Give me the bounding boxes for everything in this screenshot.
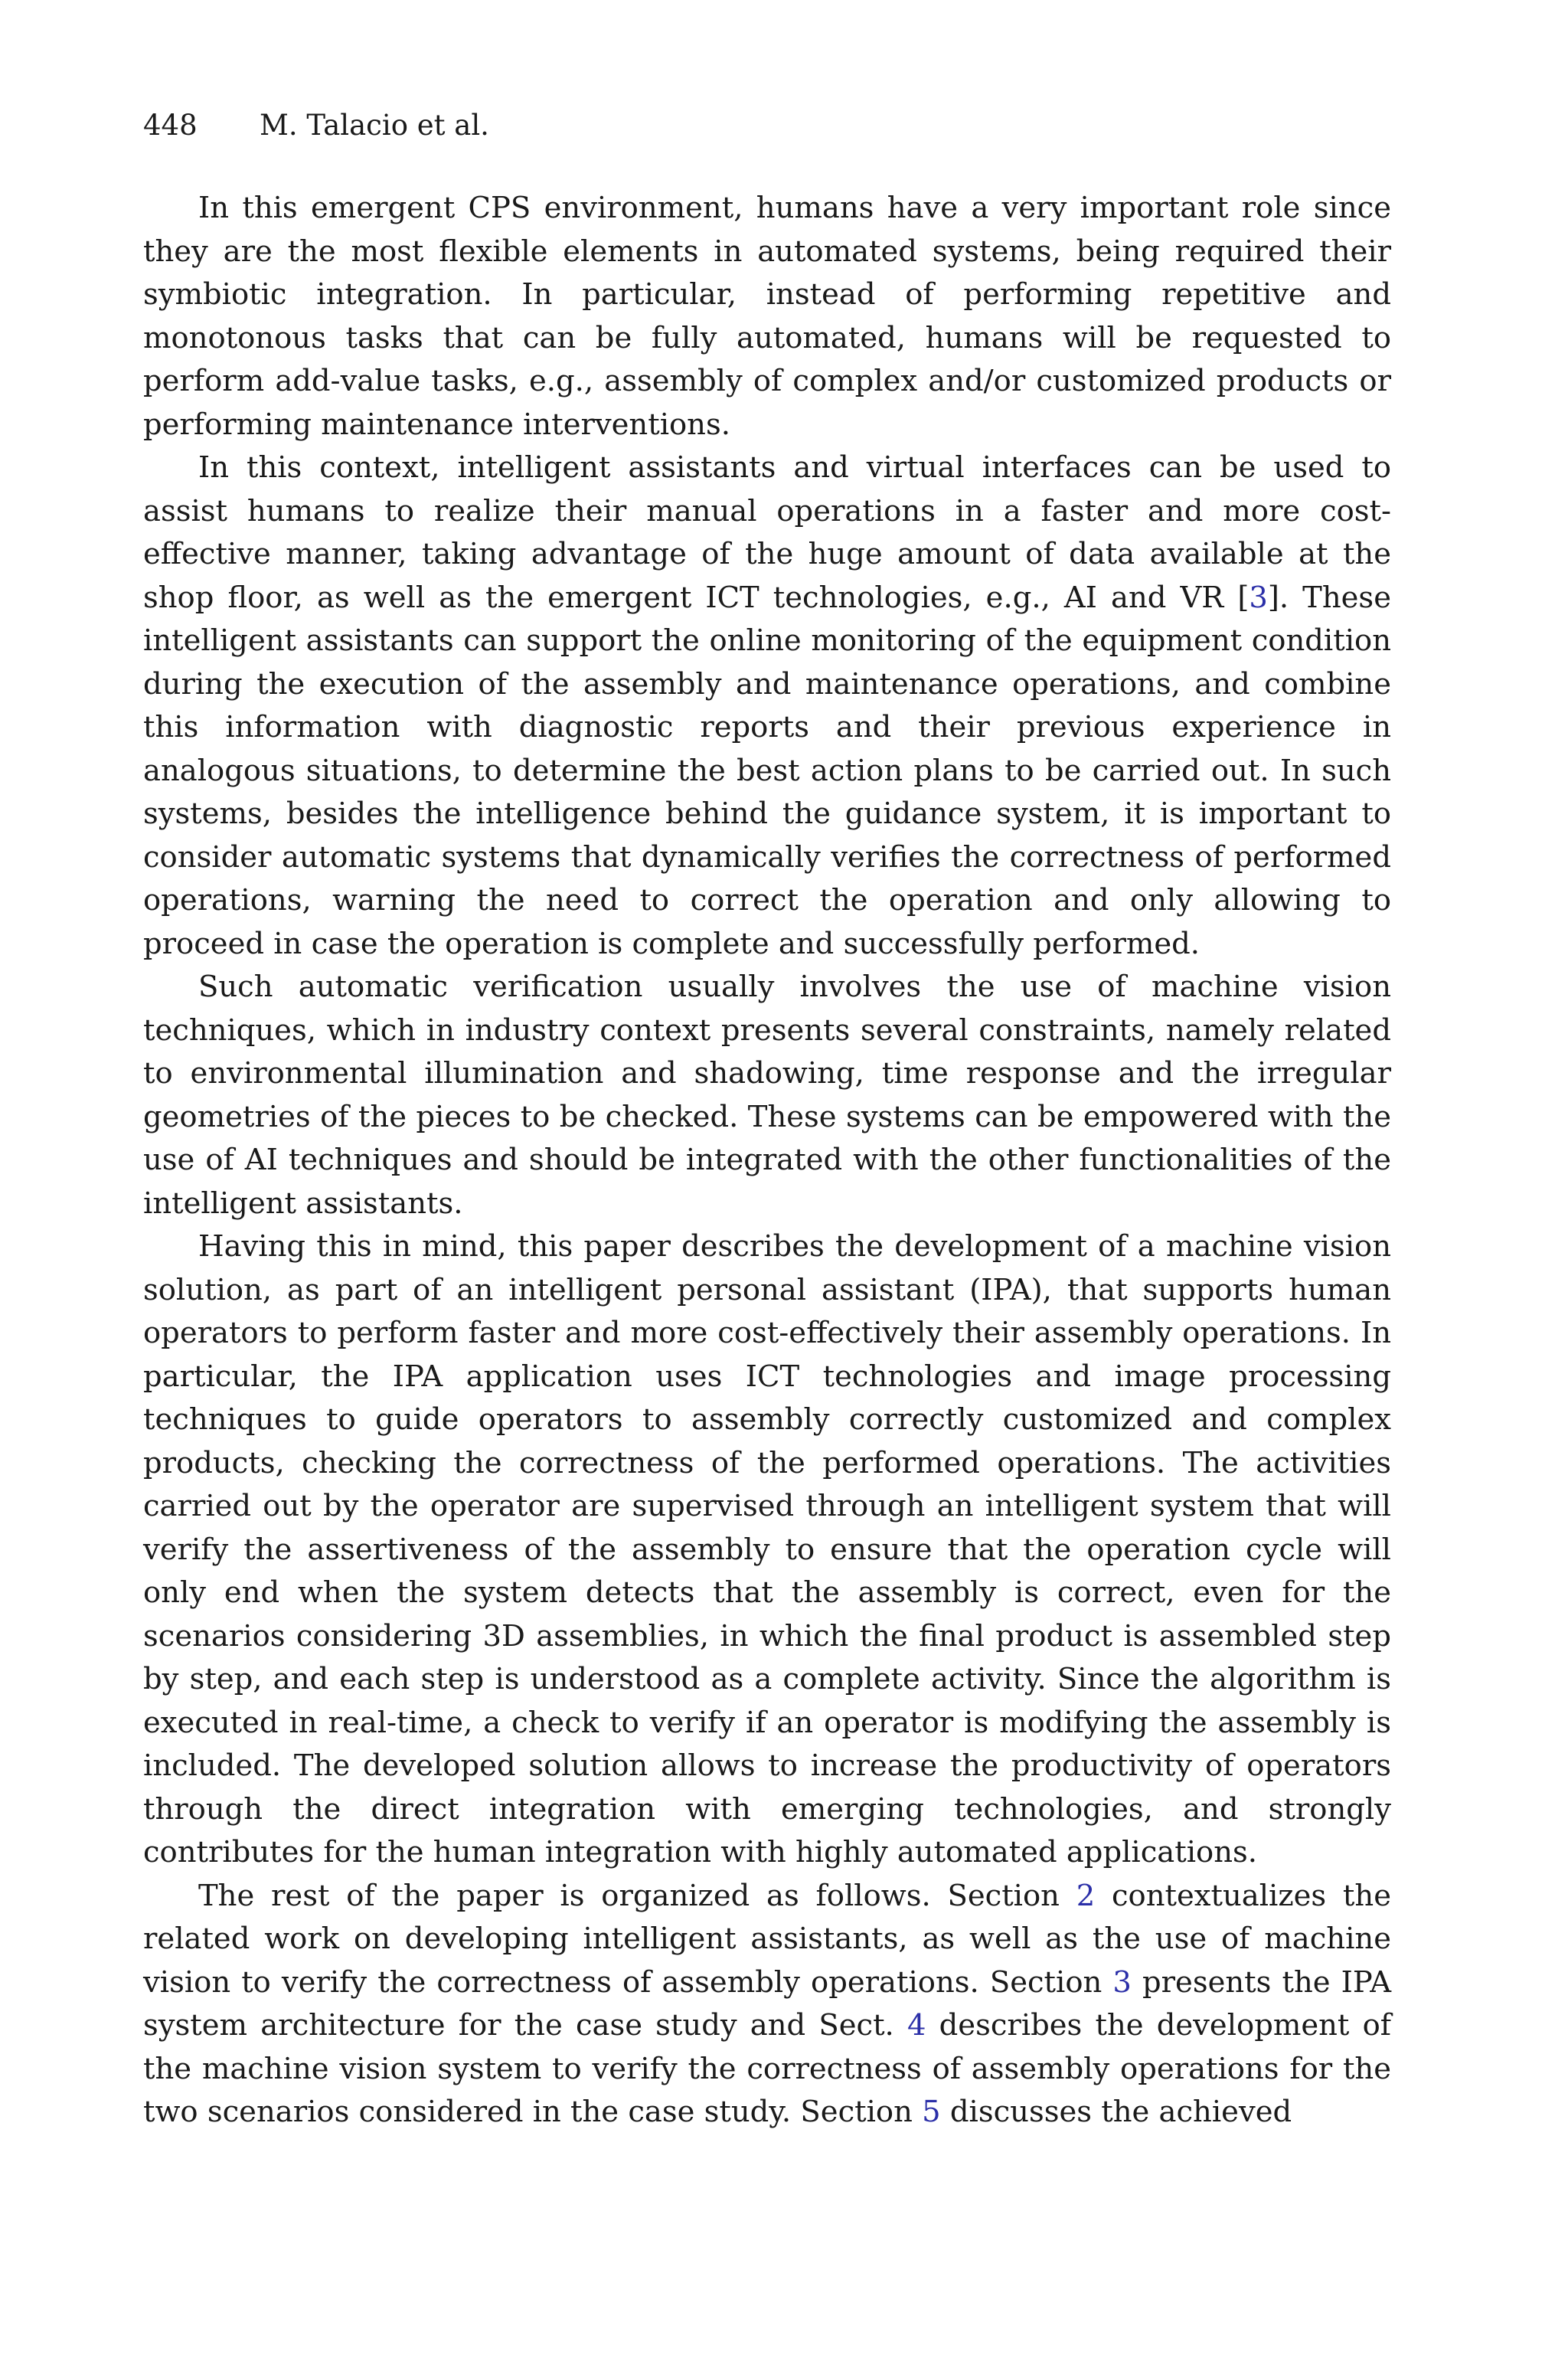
paragraph-2 — [143, 446, 1391, 966]
running-authors: M. Talacio et al. — [260, 109, 489, 142]
section-link-2[interactable]: 2 — [1076, 1878, 1096, 1913]
page-number: 448 — [143, 109, 198, 142]
paragraph-5-text-5: discusses the achieved — [940, 2095, 1292, 2129]
paragraph-2-text-b: ]. These intelligent assistants can support the online monitoring of the equipment condition during the execution of the assembly and maintenance operations, and combine this information with diagnostic reports and their previous experience in analogous situations, to determine the best action plans to be carried out. In such systems, besides the intelligence behind the guidance system, it is important to consider automatic systems that dynamically verifies the correctness of performed operations, warning the need to correct the operation and only allowing to proceed in case the operation is complete and successfully performed. — [143, 580, 1391, 961]
section-link-4[interactable]: 4 — [906, 2008, 926, 2043]
section-link-5[interactable]: 5 — [922, 2095, 941, 2129]
paper-page — [143, 109, 1391, 2134]
body-text — [143, 187, 1391, 2134]
paragraph-4: Having this in mind, this paper describes the development of a machine vision solution, as part of an intelligent personal assistant (IPA), that supports human operators to perform faster and more cost-effectively their assembly operations. In particular, the IPA application uses ICT technologies and image processing techniques to guide operators to assembly correctly customized and complex products, checking the correctness of the performed operations. The activities carried out by the operator are supervised through an intelligent system that will verify the assertiveness of the assembly to ensure that the operation cycle will only end when the system detects that the assembly is correct, even for the scenarios considering 3D assemblies, in which the final product is assembled step by step, and each step is understood as a complete activity. Since the algorithm is executed in real-time, a check to verify if an operator is modifying the assembly is included. The developed solution allows to increase the productivity of operators through the direct integration with emerging technologies, and strongly contributes for the human integration with highly automated applications. — [143, 1229, 1391, 1869]
paragraph-5 — [143, 1875, 1391, 2134]
paragraph-3: Such automatic verification usually involves the use of machine vision techniques, which in industry context presents several constraints, namely related to environmental illumination and shadowing, time response and the irregular geometries of the pieces to be checked. These systems can be empowered with the use of AI techniques and should be integrated with the other functionalities of the intelligent assistants. — [143, 970, 1391, 1221]
paragraph-5-text-4: describes the development of the machine vision system to verify the correctness of assembly operations for the two scenarios considered in the case study. Section — [143, 2008, 1392, 2129]
paragraph-2-text-a: In this context, intelligent assistants and virtual interfaces can be used to assist humans to realize their manual operations in a faster and more cost-effective manner, taking advantage of the huge amount of data available at the shop floor, as well as the emergent ICT technologies, e.g., AI and VR [ — [143, 450, 1391, 615]
paragraph-5-text-2: contextualizes the related work on developing intelligent assistants, as well as the use of machine vision to verify the correctness of assembly operations. Section — [143, 1878, 1391, 2000]
paragraph-5-text-3: presents the IPA system architecture for the case study and Sect. — [143, 1964, 1391, 2043]
citation-link-3[interactable]: 3 — [1249, 580, 1268, 615]
paragraph-1: In this emergent CPS environment, humans have a very important role since they are the most flexible elements in automated systems, being required their symbiotic integration. In particular, instead of performing repetitive and monotonous tasks that can be fully automated, humans will be requested to perform add-value tasks, e.g., assembly of complex and/or customized products or performing maintenance interventions. — [143, 191, 1391, 442]
running-header — [143, 109, 1391, 142]
paragraph-5-text-1: The rest of the paper is organized as follows. Section — [198, 1878, 1076, 1913]
section-link-3[interactable]: 3 — [1112, 1964, 1132, 2000]
